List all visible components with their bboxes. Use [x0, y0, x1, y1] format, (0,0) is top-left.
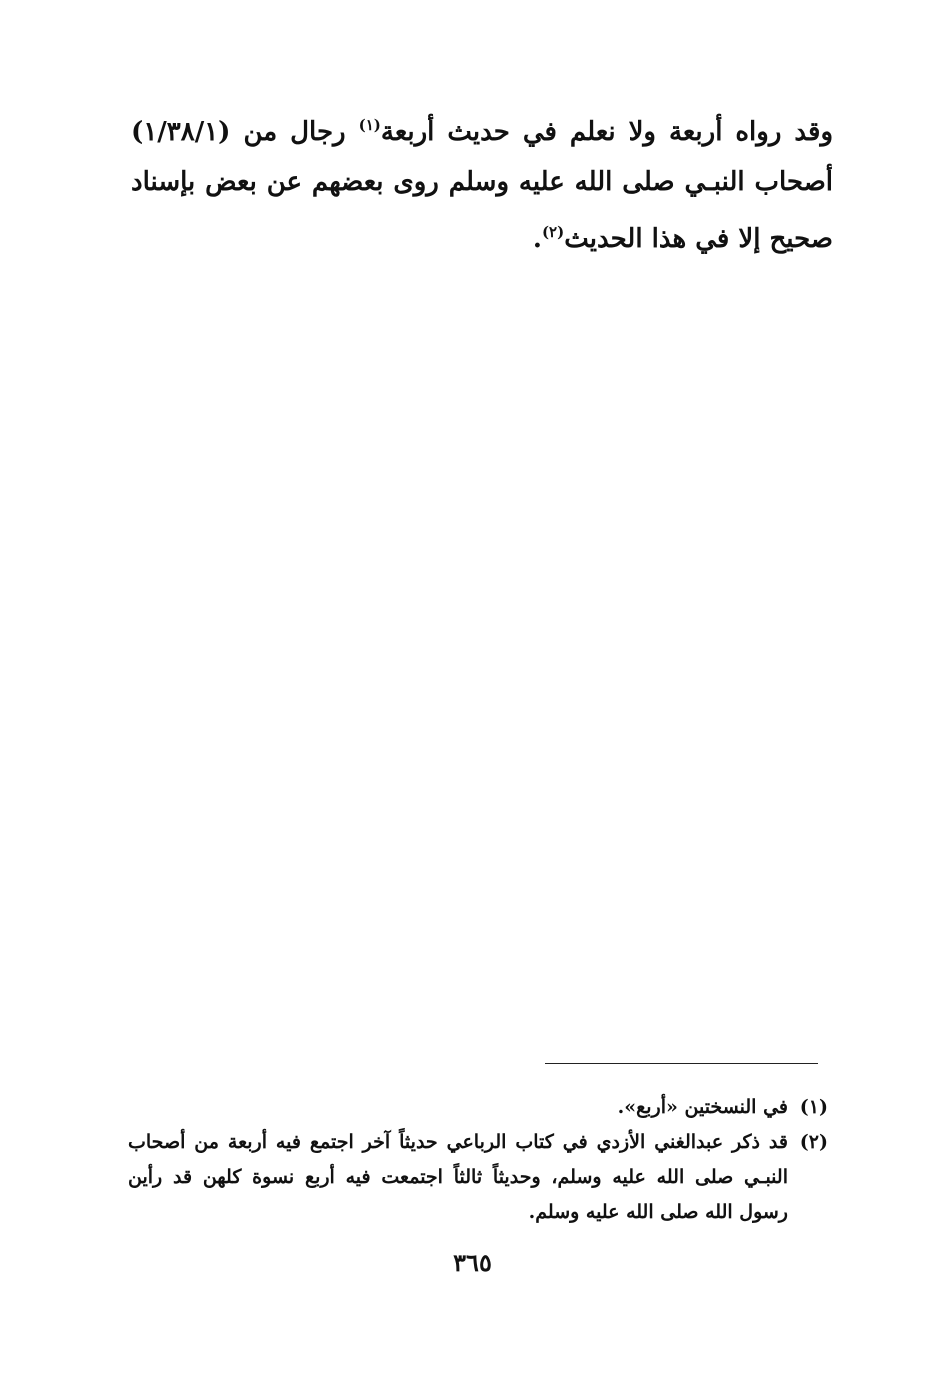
- main-text-segment: وقد رواه أربعة ولا نعلم في حديث أربعة: [380, 117, 834, 147]
- page-number: ٣٦٥: [453, 1248, 492, 1277]
- footnote-text: قد ذكر عبدالغني الأزدي في كتاب الرباعي حديثاً آخر اجتمع فيه أربعة من أصحاب النبـي صلى الله عليه وسلم، وحديثاً ثالثاً اجتمعت فيه أربع نسوة كلهن قد رأين رسول الله صلى الله عليه وسلم.: [128, 1131, 788, 1223]
- main-paragraph: [131, 100, 833, 264]
- footnote-separator: [545, 1063, 818, 1064]
- footnotes-section: [128, 1090, 828, 1230]
- main-text-segment: .: [532, 224, 542, 254]
- main-text-segment: رجال من (١/٣٨/١) أصحاب النبـي صلى الله عليه وسلم روى بعضهم عن بعض بإسناد صحيح إلا في هذا الحديث: [131, 117, 833, 254]
- footnote-1: [128, 1090, 828, 1125]
- footnote-number: (١): [799, 1096, 828, 1118]
- footnote-reference-2: (٢): [541, 223, 565, 241]
- footnote-text: في النسختين «أربع».: [617, 1096, 788, 1118]
- footnote-2: [128, 1125, 828, 1230]
- footnote-reference-1: (١): [358, 116, 381, 134]
- footnote-number: (٢): [799, 1131, 828, 1153]
